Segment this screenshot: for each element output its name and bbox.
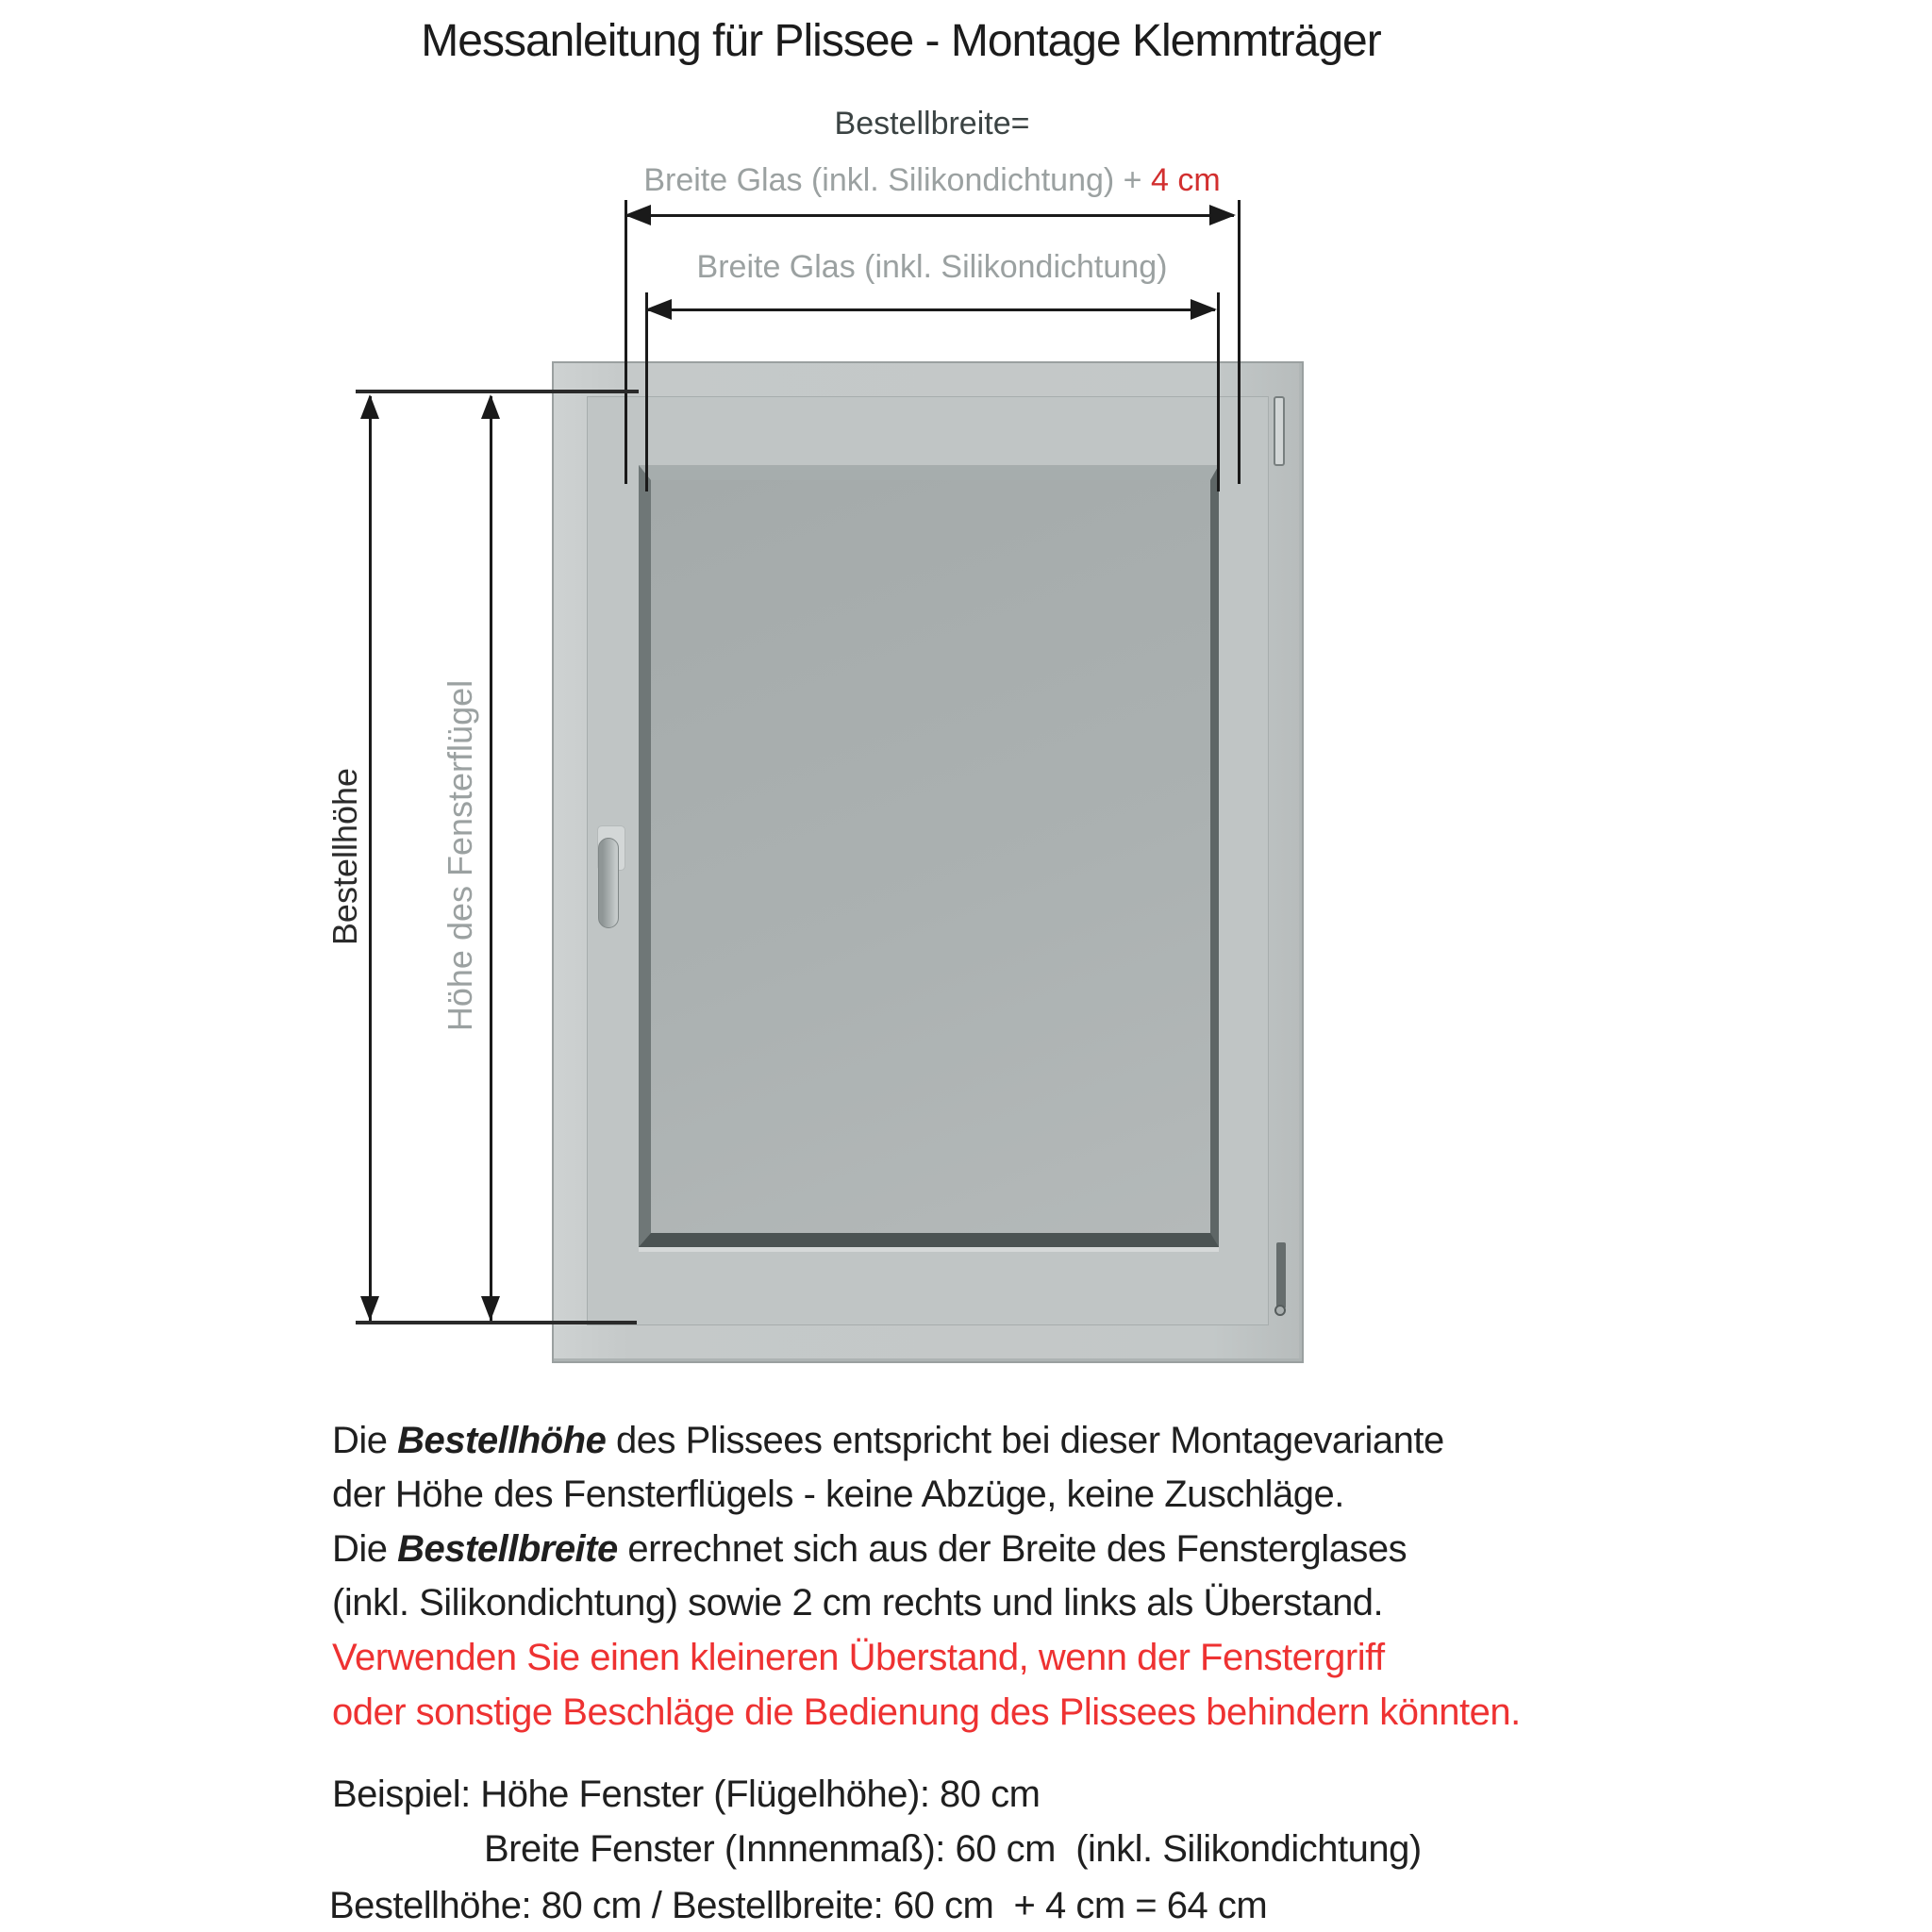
- glass-width-dimension-line: [647, 308, 1215, 311]
- example-line-3: Bestellhöhe: 80 cm / Bestellbreite: 60 cm + 4 cm = 64 cm: [329, 1885, 1268, 1926]
- example-line-2: Breite Fenster (Innnenmaß): 60 cm (inkl. Silikondichtung): [484, 1828, 1422, 1870]
- body-line-3-bold: Bestellbreite: [397, 1528, 618, 1570]
- example-line-1: Beispiel: Höhe Fenster (Flügelhöhe): 80 cm: [332, 1774, 1041, 1815]
- extension-line-inner-left: [645, 292, 648, 491]
- arrowhead-right-icon: [1209, 205, 1236, 225]
- order-height-dimension-line: [369, 396, 372, 1321]
- arrowhead-up-icon: [360, 394, 379, 419]
- body-line-3-post: errechnet sich aus der Breite des Fensterglases: [617, 1528, 1407, 1570]
- hinge-bottom-icon: [1276, 1242, 1286, 1308]
- body-line-3-pre: Die: [332, 1528, 398, 1570]
- body-line-4: (inkl. Silikondichtung) sowie 2 cm rechts und links als Überstand.: [332, 1582, 1384, 1624]
- window-glass: [639, 465, 1219, 1247]
- body-line-1: [332, 1418, 1444, 1463]
- order-width-label: Bestellbreite=: [834, 106, 1030, 142]
- glass-width-plus-label: [532, 162, 1332, 199]
- arrowhead-left-icon: [645, 299, 672, 320]
- arrowhead-up-icon: [481, 394, 500, 419]
- body-warning-line-1: Verwenden Sie einen kleineren Überstand, wenn der Fenstergriff: [332, 1637, 1385, 1678]
- window-frame: [552, 361, 1304, 1363]
- sash-top-tick-line: [356, 390, 639, 393]
- page-title: Messanleitung für Plissee - Montage Klemmträger: [421, 16, 1381, 66]
- arrowhead-right-icon: [1191, 299, 1217, 320]
- glass-width-plus-red: 4 cm: [1150, 162, 1221, 198]
- sash-height-dimension-line: [490, 396, 492, 1321]
- body-line-1-bold: Bestellhöhe: [397, 1420, 607, 1461]
- glass-width-plus-gray: Breite Glas (inkl. Silikondichtung) +: [643, 162, 1151, 198]
- body-line-1-pre: Die: [332, 1420, 398, 1461]
- order-height-label: Bestellhöhe: [325, 767, 364, 946]
- sash-bottom-tick-line: [356, 1321, 637, 1324]
- window-sash: [587, 396, 1269, 1325]
- hinge-top-icon: [1274, 396, 1285, 466]
- order-width-dimension-line: [626, 214, 1234, 217]
- glass-width-label: Breite Glas (inkl. Silikondichtung): [696, 249, 1168, 285]
- extension-line-outer-right: [1238, 200, 1241, 484]
- window-handle-icon: [598, 838, 619, 928]
- body-line-1-post: des Plissees entspricht bei dieser Montagevariante: [606, 1420, 1444, 1461]
- extension-line-outer-left: [625, 200, 627, 484]
- hinge-bottom-cap-icon: [1274, 1305, 1286, 1316]
- arrowhead-left-icon: [625, 205, 651, 225]
- arrowhead-down-icon: [481, 1296, 500, 1321]
- arrowhead-down-icon: [360, 1296, 379, 1321]
- body-line-2: der Höhe des Fensterflügels - keine Abzüge, keine Zuschläge.: [332, 1474, 1344, 1515]
- sash-height-label: Höhe des Fensterflügel: [441, 679, 479, 1032]
- extension-line-inner-right: [1217, 292, 1220, 491]
- body-warning-line-2: oder sonstige Beschläge die Bedienung des Plissees behindern könnten.: [332, 1691, 1521, 1733]
- body-line-3: [332, 1526, 1407, 1572]
